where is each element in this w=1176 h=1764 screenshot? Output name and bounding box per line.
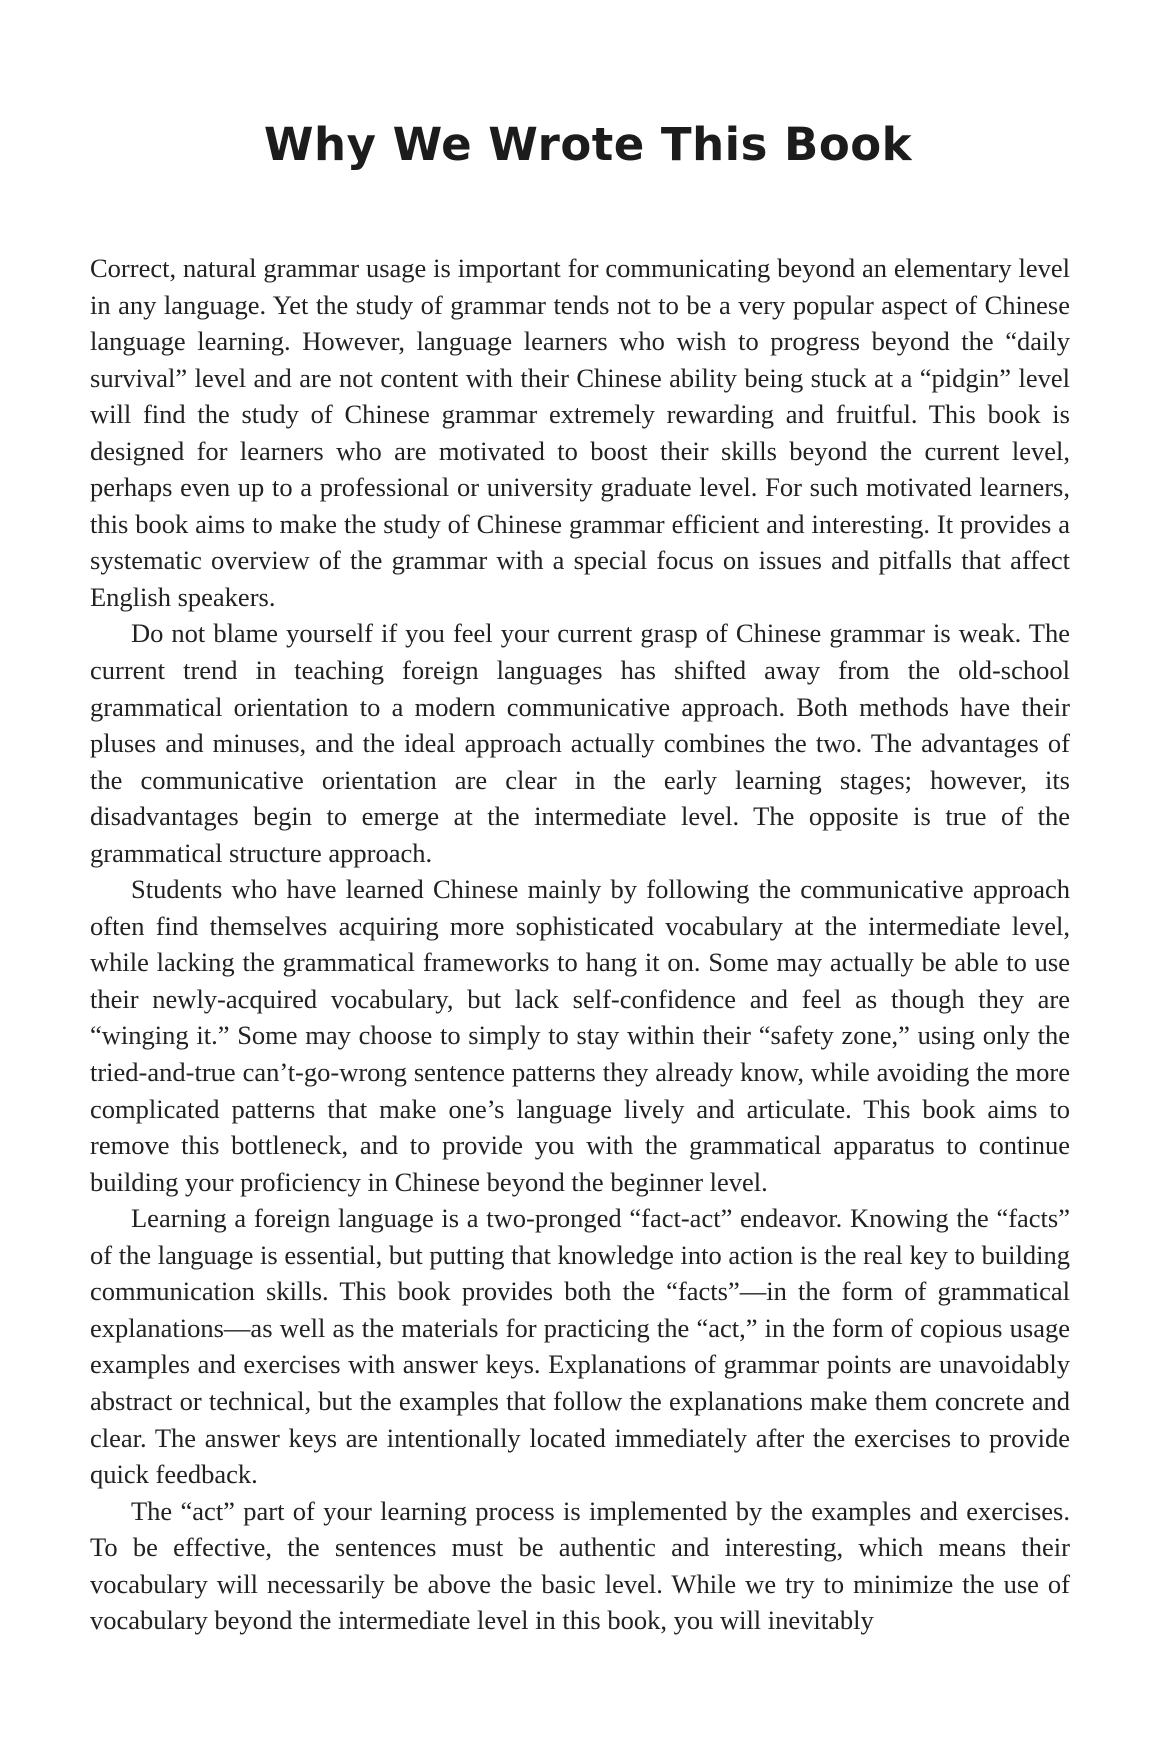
- paragraph-4: Learning a foreign language is a two-pronged “fact-act” endeavor. Knowing the “facts” of the language is essential, but putting that knowledge into action is the real key to building communication skills. This book provides both the “facts”—in the form of grammatical explanations—as well as the materials for practicing the “act,” in the form of copious usage examples and exercises with answer keys. Explanations of grammar points are unavoidably abstract or technical, but the examples that follow the explanations make them concrete and clear. The answer keys are intentionally located immediately after the exercises to provide quick feedback.: [90, 1203, 1070, 1490]
- paragraph-3: Students who have learned Chinese mainly by following the communicative approach often find themselves acquiring more sophisticated vocabulary at the intermediate level, while lacking the grammatical frameworks to hang it on. Some may actually be able to use their newly-acquired vocabulary, but lack self-confidence and feel as though they are “winging it.” Some may choose to simply to stay within their “safety zone,” using only the tried-and-true can’t-go-wrong sentence patterns they already know, while avoiding the more complicated patterns that make one’s language lively and articulate. This book aims to remove this bottleneck, and to provide you with the grammatical apparatus to continue building your proficiency in Chinese beyond the beginner level.: [90, 874, 1070, 1197]
- chapter-title: Why We Wrote This Book: [263, 118, 913, 171]
- paragraph-1: Correct, natural grammar usage is important for communicating beyond an elementary level in any language. Yet the study of grammar tends not to be a very popular aspect of Chinese language learning. However, language learners who wish to progress beyond the “daily survival” level and are not content with their Chinese ability being stuck at a “pidgin” level will find the study of Chinese grammar extremely rewarding and fruitful. This book is designed for learners who are motivated to boost their skills beyond the current level, perhaps even up to a professional or university graduate level. For such motivated learners, this book aims to make the study of Chinese grammar efficient and interesting. It provides a systematic overview of the grammar with a special focus on issues and pitfalls that affect English speakers.: [90, 253, 1070, 612]
- body-text: [90, 250, 1070, 1639]
- paragraph-5: The “act” part of your learning process is implemented by the examples and exercises. To be effective, the sentences must be authentic and interesting, which means their vocabulary will necessarily be above the basic level. While we try to minimize the use of vocabulary beyond the intermediate level in this book, you will inevitably: [90, 1495, 1070, 1636]
- paragraph-2: Do not blame yourself if you feel your current grasp of Chinese grammar is weak. The current trend in teaching foreign languages has shifted away from the old-school grammatical orientation to a modern communicative approach. Both methods have their pluses and minuses, and the ideal approach actually combines the two. The advantages of the communicative orientation are clear in the early learning stages; however, its disadvantages begin to emerge at the intermediate level. The opposite is true of the grammatical structure approach.: [90, 618, 1070, 868]
